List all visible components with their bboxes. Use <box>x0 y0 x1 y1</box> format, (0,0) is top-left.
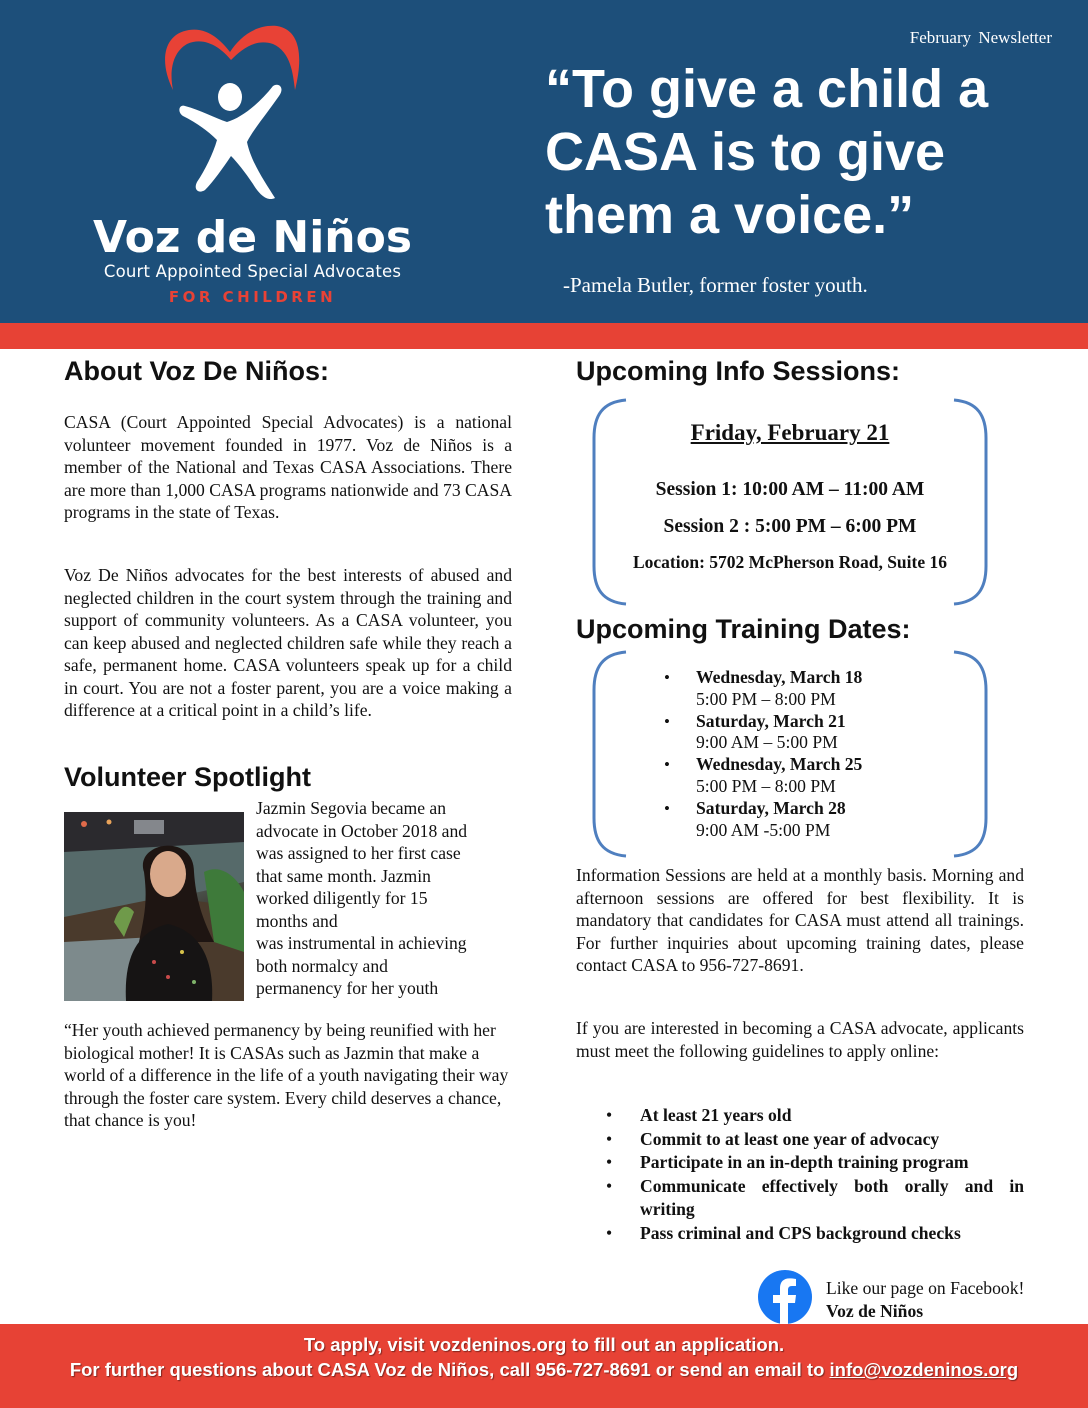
info-session-location: Location: 5702 McPherson Road, Suite 16 <box>632 552 948 572</box>
about-heading: About Voz De Niños: <box>64 356 329 386</box>
apply-paragraph: If you are interested in becoming a CASA advocate, applicants must meet the following guidelines to apply online: <box>576 1018 1024 1061</box>
logo-tagline: FOR CHILDREN <box>168 288 337 306</box>
training-heading: Upcoming Training Dates: <box>576 614 911 644</box>
requirement-item: • Commit to at least one year of advocacy <box>604 1128 1024 1152</box>
training-day: • Saturday, March 21 <box>696 710 846 731</box>
spotlight-heading: Volunteer Spotlight <box>64 762 311 792</box>
training-dates-list <box>660 667 862 841</box>
training-day: • Wednesday, March 25 <box>696 754 863 775</box>
footer-contact-text <box>0 1359 1088 1381</box>
newsletter-header <box>0 0 1088 323</box>
newsletter-label: February Newsletter <box>909 28 1052 47</box>
info-sessions-box <box>590 398 990 606</box>
training-dates-box <box>590 650 990 858</box>
training-day: • Saturday, March 28 <box>696 797 846 818</box>
spotlight-line: Jazmin Segovia became an <box>256 798 447 818</box>
left-bracket-icon <box>590 650 630 858</box>
training-date-item <box>660 711 862 755</box>
logo-name: Voz de Niños <box>92 212 413 263</box>
spotlight-line: advocate in October 2018 and <box>256 820 468 841</box>
spotlight-line: permanency for her youth <box>256 978 439 998</box>
spotlight-line: was instrumental in achieving <box>256 933 467 953</box>
header-quote: “To give a child a CASA is to give them a voice.” <box>545 59 989 245</box>
spotlight-line: was assigned to her first case <box>256 843 461 863</box>
voz-de-ninos-logo <box>80 22 425 312</box>
training-date-item <box>660 667 862 711</box>
training-date-item <box>660 798 862 842</box>
requirement-item: • Communicate effectively both orally and in writing <box>604 1175 1024 1222</box>
training-time: 9:00 AM – 5:00 PM <box>696 732 838 753</box>
training-time: 5:00 PM – 8:00 PM <box>696 775 836 796</box>
about-paragraph: CASA (Court Appointed Special Advocates) is a national volunteer movement founded in 1977. Voz de Niños is a member of the National and Texas CASA Associations. There are more than 1,000 CASA programs nationwide and 73 CASA programs in the state of Texas. <box>64 412 512 522</box>
footer-email-link[interactable]: info@vozdeninos.org <box>829 1359 1019 1380</box>
volunteer-photo-illustration <box>64 812 244 1001</box>
spotlight-line: worked diligently for 15 <box>256 888 428 908</box>
logo-subtitle: Court Appointed Special Advocates <box>103 262 402 281</box>
training-time: 5:00 PM – 8:00 PM <box>696 688 836 709</box>
spotlight-line: months and <box>256 910 338 931</box>
info-sessions-paragraph: Information Sessions are held at a monthly basis. Morning and afternoon sessions are offered for best flexibility. It is mandatory that candidates for CASA must attend all trainings. For further inquiries about upcoming training dates, please contact CASA to 956-727-8691. <box>576 865 1024 975</box>
requirement-item: • Pass criminal and CPS background checks <box>604 1222 1024 1246</box>
right-bracket-icon <box>950 650 990 858</box>
info-session-date: Friday, February 21 <box>690 420 890 445</box>
volunteer-photo <box>64 812 244 1001</box>
training-time: 9:00 AM -5:00 PM <box>696 819 831 840</box>
facebook-icon[interactable] <box>758 1270 812 1324</box>
info-sessions-heading: Upcoming Info Sessions: <box>576 356 901 386</box>
info-session-1: Session 1: 10:00 AM – 11:00 AM <box>655 479 925 500</box>
requirements-list <box>604 1104 1024 1245</box>
facebook-cta: Like our page on Facebook! <box>826 1278 1025 1298</box>
training-date-item <box>660 754 862 798</box>
quote-attribution: -Pamela Butler, former foster youth. <box>563 273 868 297</box>
training-day: • Wednesday, March 18 <box>696 667 863 687</box>
requirement-item: • Participate in an in-depth training program <box>604 1151 1024 1175</box>
footer-apply-text: To apply, visit vozdeninos.org to fill out an application. <box>303 1334 785 1355</box>
requirement-item: • At least 21 years old <box>604 1104 1024 1128</box>
spotlight-text <box>256 797 526 1000</box>
facebook-text <box>826 1277 1086 1322</box>
info-session-2: Session 2 : 5:00 PM – 6:00 PM <box>663 516 917 537</box>
about-paragraph: Voz De Niños advocates for the best interests of abused and neglected children in the court system through the training and support of community volunteers. As a CASA volunteer, you can keep abused and neglected children safe while they reach a safe, permanent home. CASA volunteers speak up for a child in court. You are not a foster parent, you are a voice making a difference at a critical point in a child’s life. <box>64 565 512 720</box>
header-divider-stripe <box>0 323 1088 349</box>
spotlight-line: that same month. Jazmin <box>256 865 431 886</box>
footer-contact-prefix: For further questions about CASA Voz de Niños, call 956-727-8691 or send an email to <box>69 1359 830 1380</box>
heart-child-icon <box>155 22 305 207</box>
spotlight-line: both normalcy and <box>256 955 388 976</box>
footer-banner <box>0 1324 1088 1408</box>
spotlight-quote: “Her youth achieved permanency by being reunified with her biological mother! It is CASAs such as Jazmin that make a world of a difference in the life of a youth navigating their way through the foster care system. Every child deserves a chance, that chance is you! <box>64 1020 509 1130</box>
facebook-page-name[interactable]: Voz de Niños <box>826 1300 924 1321</box>
